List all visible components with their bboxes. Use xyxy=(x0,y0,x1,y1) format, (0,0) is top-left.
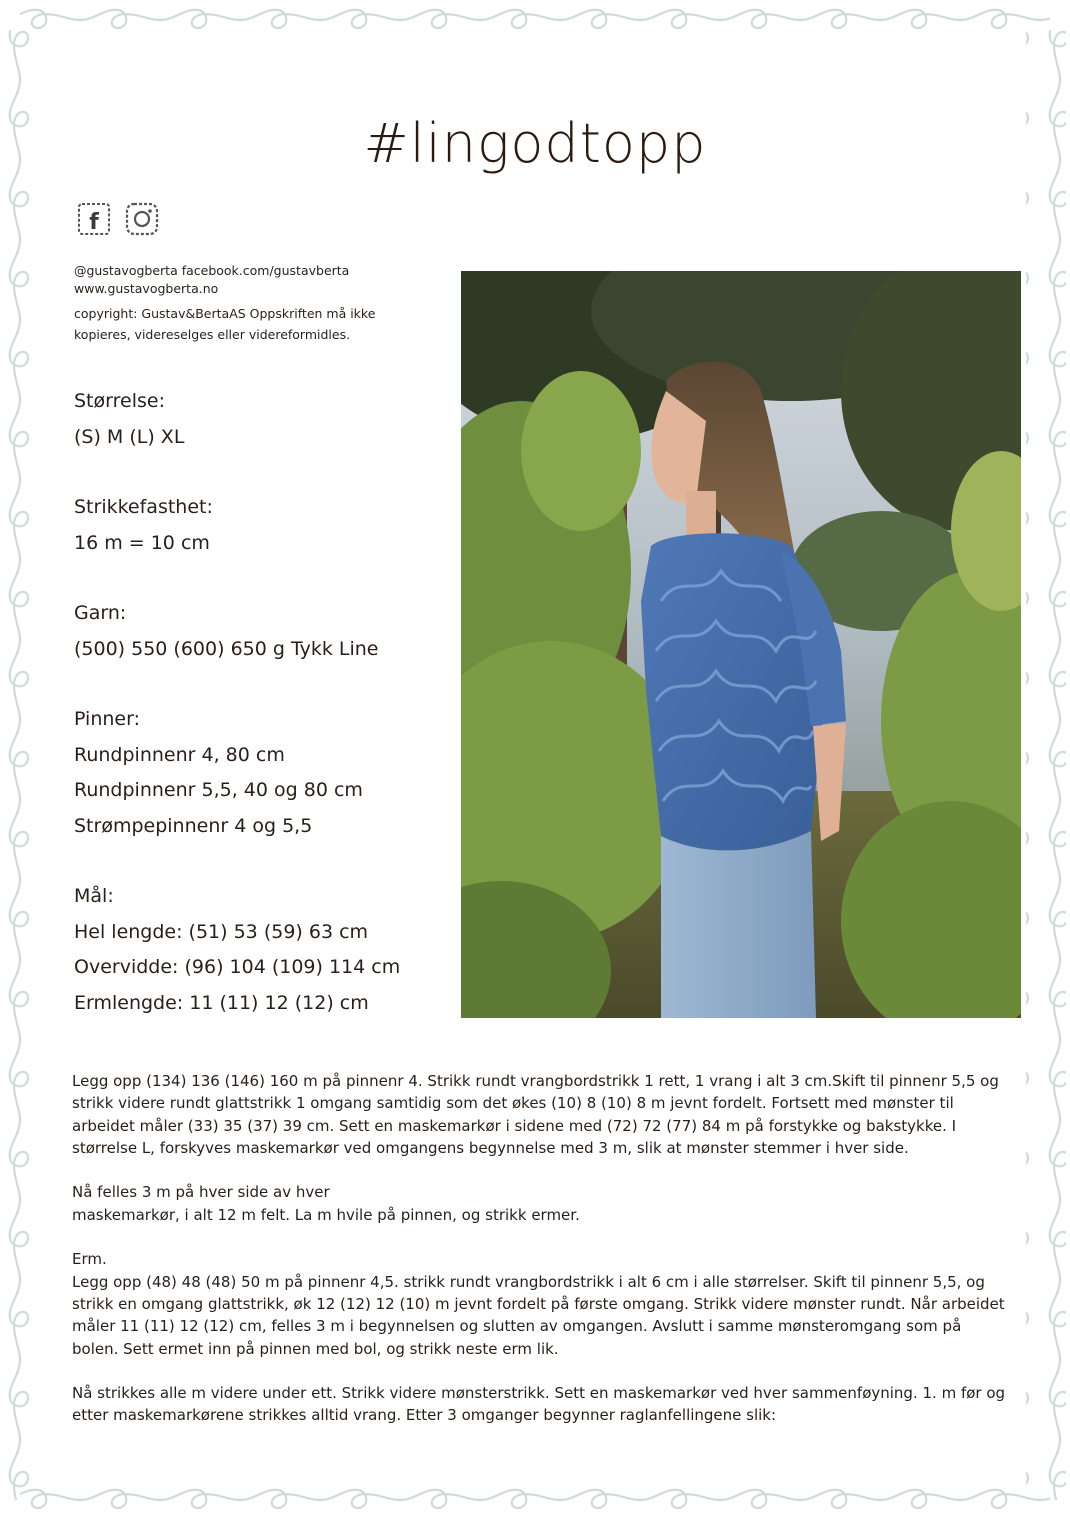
needles-line: Strømpepinnenr 4 og 5,5 xyxy=(74,814,313,837)
instruction-paragraph xyxy=(72,1181,1008,1226)
instruction-line: Nå felles 3 m på hver side av hver xyxy=(72,1183,330,1202)
needles-line: Rundpinnenr 4, 80 cm xyxy=(74,743,285,766)
gauge-value: 16 m = 10 cm xyxy=(74,531,210,554)
pattern-specs xyxy=(74,384,454,1056)
gauge-block xyxy=(74,490,454,561)
facebook-icon[interactable] xyxy=(76,202,112,236)
yarn-label: Garn: xyxy=(74,602,127,624)
pattern-instructions xyxy=(72,1070,1008,1449)
sleeve-section xyxy=(72,1248,1008,1359)
instruction-line: maskemarkør, i alt 12 m felt. La m hvile på pinnen, og strikk ermer. xyxy=(72,1205,580,1224)
copyright-line: copyright: Gustav&BertaAS Oppskriften må ikke xyxy=(74,306,376,321)
contact-info xyxy=(74,262,444,345)
needles-label: Pinner: xyxy=(74,708,140,730)
page-title: #lingodtopp xyxy=(363,112,707,175)
measurements-line: Overvidde: (96) 104 (109) 114 cm xyxy=(74,956,401,978)
yarn-block xyxy=(74,596,454,667)
size-value: (S) M (L) XL xyxy=(74,425,185,448)
size-block xyxy=(74,384,454,455)
copyright-line: kopieres, videreselges eller videreformidles. xyxy=(74,327,351,342)
social-icons xyxy=(76,202,160,236)
measurements-line: Ermlengde: 11 (11) 12 (12) cm xyxy=(74,991,369,1014)
measurements-label: Mål: xyxy=(74,885,114,907)
sleeve-instructions: Legg opp (48) 48 (48) 50 m på pinnenr 4,5. strikk rundt vrangbordstrikk i alt 6 cm i alle størrelser. Skift til pinnenr 5,5, og strikk en omgang glattstrikk, øk 12 (12) 12 (10) m jevnt fordelt på første omgang. Strikk videre mønster rundt. Når arbeidet måler 11 (11) 12 (12) cm, felles 3 m i begynnelsen og slutten av omgangen. Avslutt i samme mønsteromgang som på bolen. Sett ermet inn på pinnen med bol, og strikk neste erm lik. xyxy=(72,1272,1005,1358)
copyright-notice xyxy=(74,303,444,345)
gauge-label: Strikkefasthet: xyxy=(74,496,213,518)
instruction-paragraph: Nå strikkes alle m videre under ett. Strikk videre mønsterstrikk. Sett en maskemarkør ved hver sammenføyning. 1. m før og etter maskemarkørene strikkes alltid vrang. Etter 3 omganger begynner raglanfellingene slik: xyxy=(72,1384,1006,1425)
contact-line: @gustavogberta facebook.com/gustavberta xyxy=(74,263,350,278)
needles-block xyxy=(74,702,454,844)
svg-text:f: f xyxy=(89,210,99,235)
product-photo xyxy=(461,271,1021,1018)
size-label: Størrelse: xyxy=(74,390,165,412)
yarn-value: (500) 550 (600) 650 g Tykk Line xyxy=(74,637,379,660)
sleeve-heading: Erm. xyxy=(72,1250,107,1269)
website-line: www.gustavogberta.no xyxy=(74,281,219,296)
instruction-paragraph: Legg opp (134) 136 (146) 160 m på pinnenr 4. Strikk rundt vrangbordstrikk 1 rett, 1 vrang i alt 3 cm.Skift til pinnenr 5,5 og strikk videre rundt glattstrikk 1 omgang samtidig som det økes (10) 8 (10) 8 m jevnt fordelt. Fortsett med mønster til arbeidet måler (33) 35 (37) 39 cm. Sett en maskemarkør i sidene med (72) 72 (77) 84 m på forstykke og bakstykke. I størrelse L, forskyves maskemarkør ved omgangens begynnelse med 3 m, slik at mønster stemmer i hver side. xyxy=(72,1072,999,1157)
instagram-icon[interactable] xyxy=(124,202,160,236)
measurements-line: Hel lengde: (51) 53 (59) 63 cm xyxy=(74,920,369,943)
needles-line: Rundpinnenr 5,5, 40 og 80 cm xyxy=(74,779,363,801)
measurements-block xyxy=(74,879,454,1021)
